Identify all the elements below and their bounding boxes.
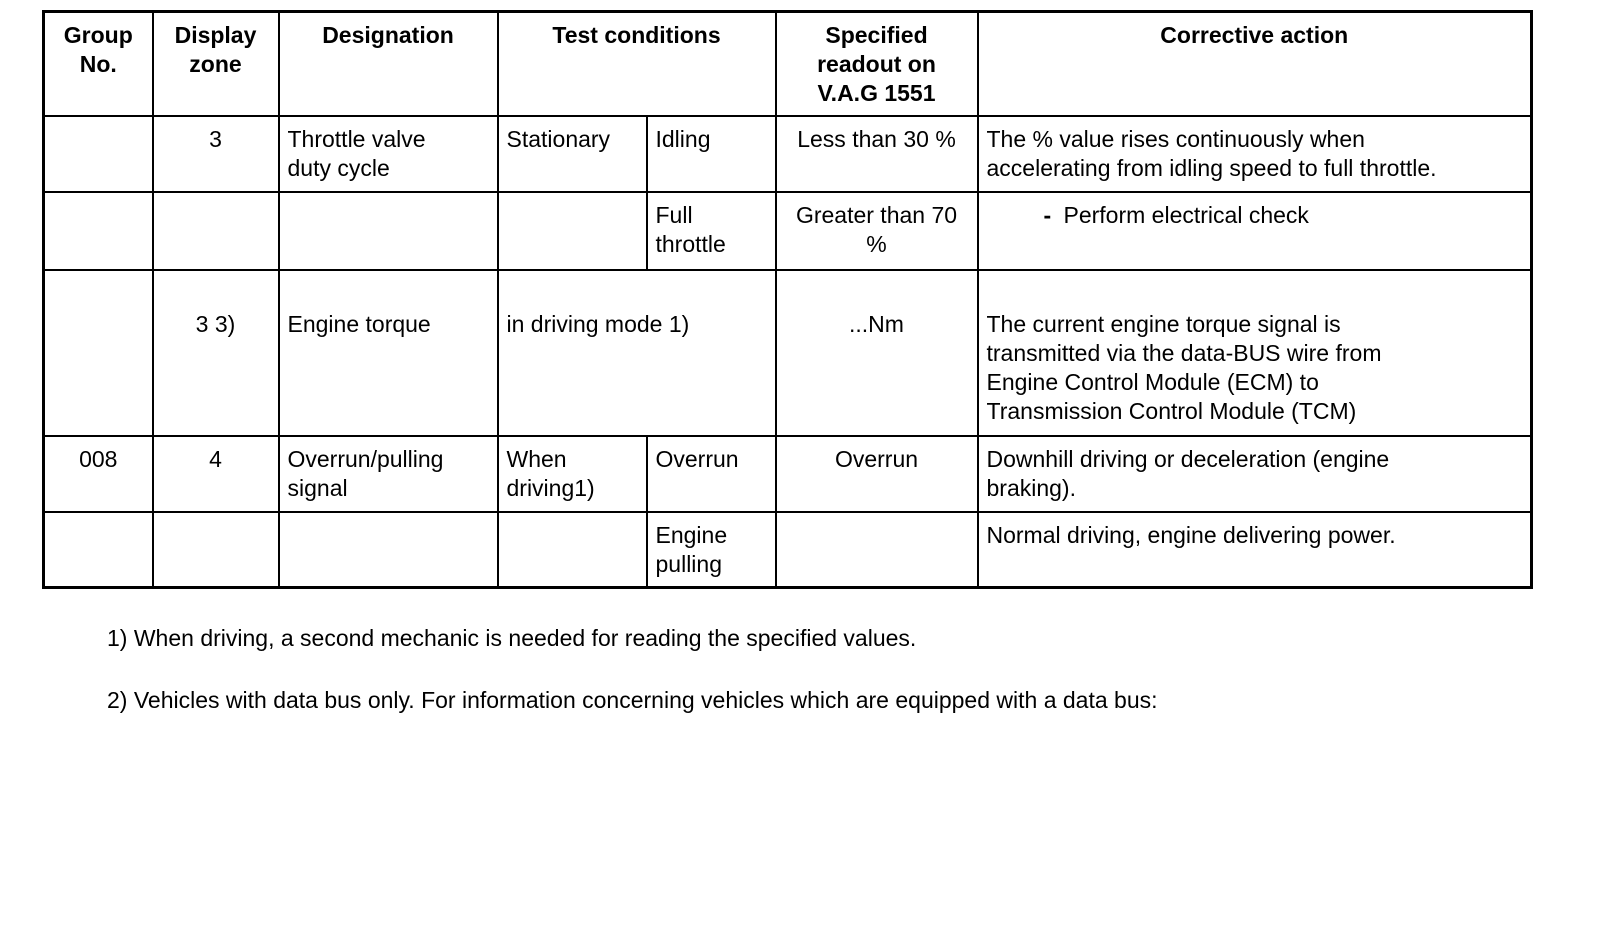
table-row xyxy=(44,270,1532,436)
table-row xyxy=(44,116,1532,192)
footnote-2: 2) Vehicles with data bus only. For information concerning vehicles which are equipped with a data bus: xyxy=(107,687,1158,713)
cell-group xyxy=(44,192,153,270)
cell-group xyxy=(44,512,153,588)
cell-group: 008 xyxy=(44,436,153,512)
cell-condition-b: Full throttle xyxy=(647,192,776,270)
cell-zone xyxy=(153,192,279,270)
footnote-1: 1) When driving, a second mechanic is needed for reading the specified values. xyxy=(107,625,917,651)
cell-condition-b: Engine pulling xyxy=(647,512,776,588)
cell-condition-a xyxy=(498,512,647,588)
cell-zone: 3 3) xyxy=(153,270,279,436)
dash-bullet-icon: - xyxy=(1043,201,1052,228)
cell-action: Normal driving, engine delivering power. xyxy=(978,512,1532,588)
cell-readout: ...Nm xyxy=(776,270,978,436)
cell-designation: Overrun/pulling signal xyxy=(279,436,498,512)
cell-condition-a xyxy=(498,192,647,270)
cell-action: Downhill driving or deceleration (engine braking). xyxy=(978,436,1532,512)
cell-designation xyxy=(279,192,498,270)
cell-condition-a: Stationary xyxy=(498,116,647,192)
header-group-no: Group No. xyxy=(44,12,153,116)
cell-action: The current engine torque signal is transmitted via the data-BUS wire from Engine Control Module (ECM) to Transmission Control Module (TCM) xyxy=(978,270,1532,436)
cell-group xyxy=(44,116,153,192)
cell-action: The % value rises continuously when accelerating from idling speed to full throttle. xyxy=(978,116,1532,192)
action-bullet-item xyxy=(987,201,1309,230)
cell-condition-a: When driving1) xyxy=(498,436,647,512)
cell-condition: in driving mode 1) xyxy=(498,270,776,436)
cell-readout: Overrun xyxy=(776,436,978,512)
table-row xyxy=(44,436,1532,512)
cell-zone: 4 xyxy=(153,436,279,512)
header-corrective-action: Corrective action xyxy=(978,12,1532,116)
cell-readout: Less than 30 % xyxy=(776,116,978,192)
cell-action xyxy=(978,192,1532,270)
cell-readout: Greater than 70 % xyxy=(776,192,978,270)
cell-zone: 3 xyxy=(153,116,279,192)
header-test-conditions: Test conditions xyxy=(498,12,776,116)
cell-zone xyxy=(153,512,279,588)
action-bullet-text: Perform electrical check xyxy=(1063,201,1309,228)
cell-designation xyxy=(279,512,498,588)
header-specified-readout: Specified readout on V.A.G 1551 xyxy=(776,12,978,116)
header-designation: Designation xyxy=(279,12,498,116)
cell-condition-b: Idling xyxy=(647,116,776,192)
cell-readout xyxy=(776,512,978,588)
cell-group xyxy=(44,270,153,436)
cell-designation: Engine torque xyxy=(279,270,498,436)
measuring-value-table xyxy=(42,10,1533,589)
table-row xyxy=(44,192,1532,270)
table-header-row xyxy=(44,12,1532,116)
cell-condition-b: Overrun xyxy=(647,436,776,512)
cell-designation: Throttle valve duty cycle xyxy=(279,116,498,192)
table-row xyxy=(44,512,1532,588)
header-display-zone: Display zone xyxy=(153,12,279,116)
